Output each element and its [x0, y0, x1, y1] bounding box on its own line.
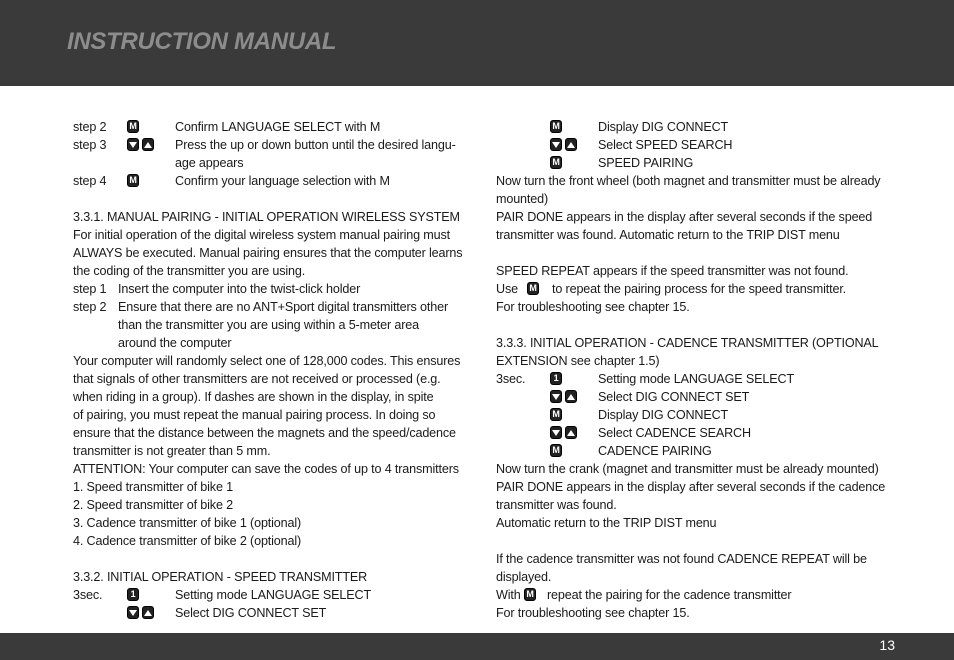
- paragraph-line: Automatic return to the TRIP DIST menu: [496, 516, 717, 530]
- step-2-language: [73, 118, 473, 136]
- step-3-continuation: [73, 154, 473, 172]
- step-text: Select SPEED SEARCH: [598, 138, 733, 152]
- step-label: step 2: [73, 300, 107, 314]
- paragraph-line: Now turn the crank (magnet and transmitter must be already mounted): [496, 462, 879, 476]
- paragraph-line: For troubleshooting see chapter 15.: [496, 606, 690, 620]
- paragraph-line: transmitter is not greater than 5 mm.: [73, 444, 271, 458]
- mode-button-icon: M: [550, 120, 562, 133]
- speed-step-select-dig: [73, 604, 473, 622]
- mode-button-icon: M: [524, 588, 536, 601]
- cadence-step-select-search: [496, 424, 898, 442]
- section-heading-manual-pairing: 3.3.1. MANUAL PAIRING - INITIAL OPERATION WIRELESS SYSTEM: [73, 210, 460, 224]
- mode-button-icon: M: [550, 444, 562, 457]
- header-bar: [0, 0, 954, 86]
- step-text: SPEED PAIRING: [598, 156, 694, 170]
- cadence-step-pairing: [496, 442, 898, 460]
- manual-step-2-continuation: [73, 334, 473, 352]
- page-title: INSTRUCTION MANUAL: [67, 28, 337, 55]
- down-arrow-icon: [550, 390, 562, 403]
- down-arrow-icon: [127, 138, 139, 151]
- paragraph-line: Now turn the front wheel (both magnet and transmitter must be already: [496, 174, 881, 188]
- cadence-step-setting-mode: [496, 370, 898, 388]
- paragraph-line: Your computer will randomly select one of 128,000 codes. This ensures: [73, 354, 461, 368]
- down-arrow-icon: [127, 606, 139, 619]
- step-text: around the computer: [118, 336, 232, 350]
- attention-line: ATTENTION: Your computer can save the codes of up to 4 transmitters: [73, 462, 459, 476]
- mode-button-icon: M: [127, 120, 139, 133]
- step-label: 3sec.: [496, 372, 526, 386]
- step-text: Select DIG CONNECT SET: [598, 390, 750, 404]
- manual-step-1: [73, 280, 473, 298]
- footer-bar: [0, 633, 954, 660]
- speed-step-select-speed-search: [496, 136, 898, 154]
- step-text: Confirm LANGUAGE SELECT with M: [175, 120, 381, 134]
- speed-step-display-dig: [496, 118, 898, 136]
- step-3-language: [73, 136, 473, 154]
- inline-text: repeat the pairing for the cadence transmitter: [547, 588, 792, 602]
- step-text: Confirm your language selection with M: [175, 174, 390, 188]
- step-label: step 3: [73, 138, 107, 152]
- paragraph-line: the coding of the transmitter you are using.: [73, 264, 306, 278]
- down-arrow-icon: [550, 426, 562, 439]
- paragraph-line: For troubleshooting see chapter 15.: [496, 300, 690, 314]
- inline-text: With: [496, 588, 521, 602]
- section-heading-cadence-transmitter: 3.3.3. INITIAL OPERATION - CADENCE TRANSMITTER (OPTIONAL: [496, 336, 879, 350]
- paragraph-line: PAIR DONE appears in the display after several seconds if the cadence: [496, 480, 886, 494]
- paragraph-line: SPEED REPEAT appears if the speed transmitter was not found.: [496, 264, 849, 278]
- step-text: Select CADENCE SEARCH: [598, 426, 751, 440]
- paragraph-line: when riding in a group). If dashes are shown in the display, in spite: [73, 390, 434, 404]
- step-label: step 4: [73, 174, 107, 188]
- inline-text: to repeat the pairing process for the speed transmitter.: [552, 282, 847, 296]
- list-item: 4. Cadence transmitter of bike 2 (optional): [73, 534, 302, 548]
- inline-text: Use: [496, 282, 518, 296]
- mode-button-icon: M: [127, 174, 139, 187]
- step-text: than the transmitter you are using within a 5-meter area: [118, 318, 420, 332]
- step-text: Insert the computer into the twist-click holder: [118, 282, 361, 296]
- step-text: Ensure that there are no ANT+Sport digital transmitters other: [118, 300, 449, 314]
- paragraph-line: PAIR DONE appears in the display after several seconds if the speed: [496, 210, 873, 224]
- down-arrow-icon: [550, 138, 562, 151]
- step-text: Display DIG CONNECT: [598, 120, 729, 134]
- icon-group: [127, 606, 154, 624]
- mode-button-icon: M: [550, 156, 562, 169]
- step-label: 3sec.: [73, 588, 103, 602]
- section-heading-continuation: EXTENSION see chapter 1.5): [496, 354, 660, 368]
- paragraph-line: ensure that the distance between the magnets and the speed/cadence: [73, 426, 456, 440]
- use-mode-line: [496, 280, 898, 298]
- paragraph-line: For initial operation of the digital wireless system manual pairing must: [73, 228, 450, 242]
- paragraph-line: transmitter was found. Automatic return to the TRIP DIST menu: [496, 228, 840, 242]
- mode-button-icon: M: [550, 408, 562, 421]
- paragraph-line: If the cadence transmitter was not found CADENCE REPEAT will be: [496, 552, 867, 566]
- manual-step-2: [73, 298, 473, 316]
- step-text: age appears: [175, 156, 244, 170]
- paragraph-line: displayed.: [496, 570, 552, 584]
- step-text: Display DIG CONNECT: [598, 408, 729, 422]
- right-column: [496, 118, 898, 622]
- paragraph-line: ALWAYS be executed. Manual pairing ensures that the computer learns: [73, 246, 463, 260]
- page-number: 13: [879, 637, 895, 653]
- step-4-language: [73, 172, 473, 190]
- manual-step-2-continuation: [73, 316, 473, 334]
- step-text: Press the up or down button until the desired langu-: [175, 138, 456, 152]
- list-item: 3. Cadence transmitter of bike 1 (optional): [73, 516, 302, 530]
- speed-step-setting-mode: [73, 586, 473, 604]
- one-button-icon: 1: [550, 372, 562, 385]
- up-arrow-icon: [142, 606, 154, 619]
- step-label: step 2: [73, 120, 107, 134]
- paragraph-line: of pairing, you must repeat the manual pairing process. In doing so: [73, 408, 436, 422]
- paragraph-line: transmitter was found.: [496, 498, 617, 512]
- step-text: Select DIG CONNECT SET: [175, 606, 327, 620]
- step-text: CADENCE PAIRING: [598, 444, 712, 458]
- one-button-icon: 1: [127, 588, 139, 601]
- with-mode-line: [496, 586, 898, 604]
- left-column: [73, 118, 473, 622]
- paragraph-line: mounted): [496, 192, 549, 206]
- list-item: 2. Speed transmitter of bike 2: [73, 498, 234, 512]
- step-text: Setting mode LANGUAGE SELECT: [175, 588, 371, 602]
- up-arrow-icon: [565, 426, 577, 439]
- speed-step-pairing: [496, 154, 898, 172]
- cadence-step-select-dig: [496, 388, 898, 406]
- section-heading-speed-transmitter: 3.3.2. INITIAL OPERATION - SPEED TRANSMITTER: [73, 570, 368, 584]
- paragraph-line: that signals of other transmitters are not received or processed (e.g.: [73, 372, 441, 386]
- up-arrow-icon: [565, 390, 577, 403]
- up-arrow-icon: [565, 138, 577, 151]
- icon-group: [127, 174, 139, 192]
- mode-button-icon: M: [527, 282, 539, 295]
- cadence-step-display-dig: [496, 406, 898, 424]
- step-text: Setting mode LANGUAGE SELECT: [598, 372, 794, 386]
- up-arrow-icon: [142, 138, 154, 151]
- list-item: 1. Speed transmitter of bike 1: [73, 480, 234, 494]
- step-label: step 1: [73, 282, 107, 296]
